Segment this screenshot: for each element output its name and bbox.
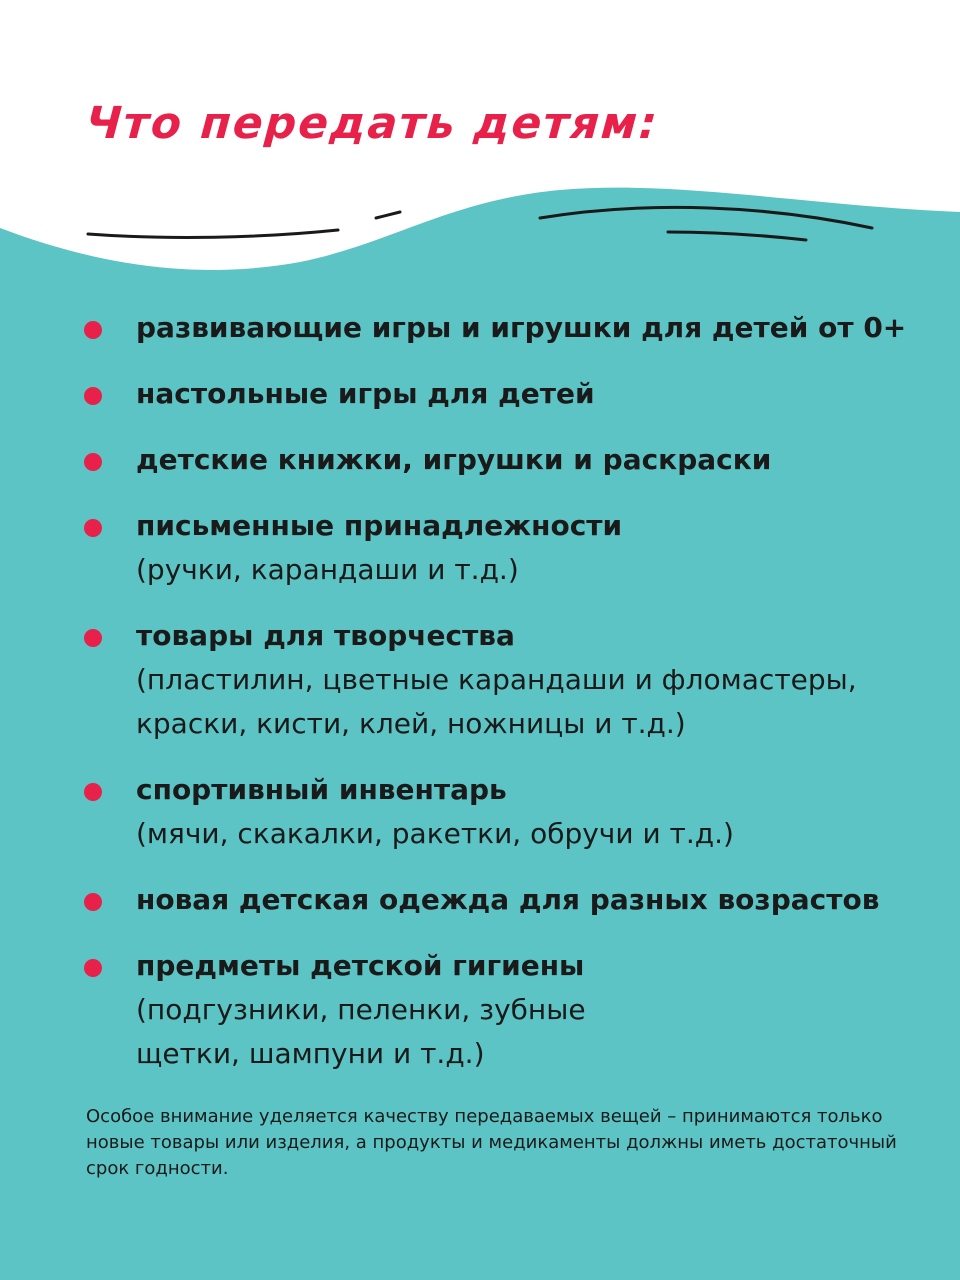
item-title: письменные принадлежности xyxy=(136,509,623,542)
list-item-7 xyxy=(84,878,944,922)
bullet-dot-icon xyxy=(84,629,102,647)
item-title: спортивный инвентарь xyxy=(136,773,507,806)
list-item-1 xyxy=(84,306,944,350)
decor-line-dash xyxy=(376,212,400,218)
bullet-dot-icon xyxy=(84,321,102,339)
item-title: детские книжки, игрушки и раскраски xyxy=(136,443,772,476)
footnote: Особое внимание уделяется качеству передаваемых вещей – принимаются только новые товары или изделия, а продукты и медикаменты должны иметь достаточный срок годности. xyxy=(86,1106,897,1179)
list-item-6 xyxy=(84,768,944,856)
bullet-dot-icon xyxy=(84,783,102,801)
donation-items-list xyxy=(84,306,944,1076)
bullet-dot-icon xyxy=(84,893,102,911)
bullet-dot-icon xyxy=(84,453,102,471)
bullet-dot-icon xyxy=(84,959,102,977)
bullet-dot-icon xyxy=(84,519,102,537)
list-item-5 xyxy=(84,614,944,746)
item-detail: (пластилин, цветные карандаши и фломастеры, краски, кисти, клей, ножницы и т.д.) xyxy=(136,663,857,740)
decor-line-left xyxy=(88,230,338,237)
list-item-4 xyxy=(84,504,944,592)
item-title: настольные игры для детей xyxy=(136,377,595,410)
list-item-2 xyxy=(84,372,944,416)
item-detail: (ручки, карандаши и т.д.) xyxy=(136,553,519,586)
item-title: предметы детской гигиены xyxy=(136,949,585,982)
item-title: развивающие игры и игрушки для детей от 0+ xyxy=(136,311,907,344)
item-title: новая детская одежда для разных возрастов xyxy=(136,883,880,916)
page-title: Что передать детям: xyxy=(84,98,661,149)
bullet-dot-icon xyxy=(84,387,102,405)
item-detail: (подгузники, пеленки, зубные щетки, шампуни и т.д.) xyxy=(136,993,586,1070)
list-item-3 xyxy=(84,438,944,482)
list-item-8 xyxy=(84,944,944,1076)
item-detail: (мячи, скакалки, ракетки, обручи и т.д.) xyxy=(136,817,734,850)
item-title: товары для творчества xyxy=(136,619,515,652)
